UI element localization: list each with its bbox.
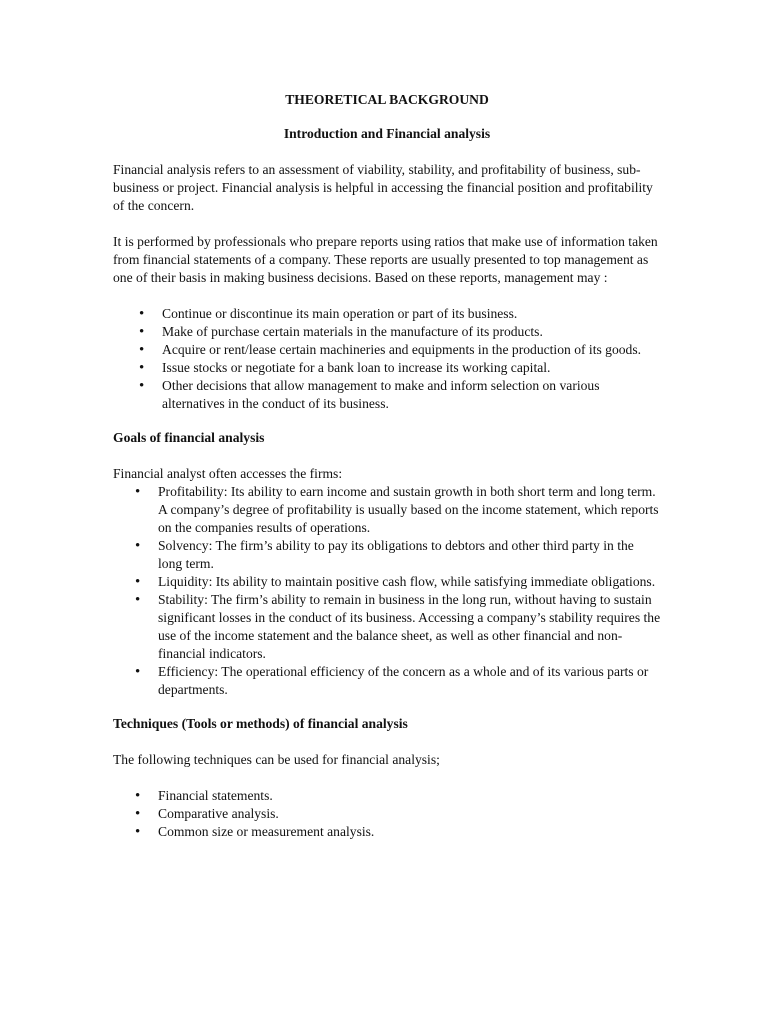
list-item: • Stability: The firm’s ability to remain in business in the long run, without having to sustain significant losses in the conduct of its business. Accessing a company’s stability requires the use of the income statement and the balance sheet, as well as other financial and non-financial indicators. [113,591,661,663]
list-item: • Liquidity: Its ability to maintain positive cash flow, while satisfying immediate obligations. [113,573,661,591]
section-heading-techniques: Techniques (Tools or methods) of financial analysis [113,716,408,731]
list-item: • Financial statements. [113,787,661,805]
section-heading-introduction: Introduction and Financial analysis [283,126,491,141]
list-item: • Solvency: The firm’s ability to pay its obligations to debtors and other third party in the long term. [113,537,661,573]
page-title: THEORETICAL BACKGROUND [285,92,489,107]
list-item: • Efficiency: The operational efficiency of the concern as a whole and of its various parts or departments. [113,663,661,699]
section-heading-goals: Goals of financial analysis [113,430,265,445]
techniques-list [113,787,661,841]
goals-intro: Financial analyst often accesses the firms: [113,466,343,481]
list-item: • Make of purchase certain materials in the manufacture of its products. [113,323,661,341]
list-item: • Issue stocks or negotiate for a bank loan to increase its working capital. [113,359,661,377]
list-item: • Profitability: Its ability to earn income and sustain growth in both short term and long term. A company’s degree of profitability is usually based on the income statement, which reports on the companies results of operations. [113,483,661,537]
list-item: • Acquire or rent/lease certain machineries and equipments in the production of its goods. [113,341,661,359]
list-item: • Continue or discontinue its main operation or part of its business. [113,305,661,323]
intro-paragraph-2: It is performed by professionals who prepare reports using ratios that make use of information taken from financial statements of a company. These reports are usually presented to top management as one of their basis in making business decisions. Based on these reports, management may : [113,234,658,285]
document-body [113,91,661,841]
techniques-intro: The following techniques can be used for financial analysis; [113,752,440,767]
intro-paragraph-1: Financial analysis refers to an assessment of viability, stability, and profitability of business, sub-business or project. Financial analysis is helpful in accessing the financial position and profitability of the concern. [113,162,653,213]
goals-list [113,483,661,699]
list-item: • Comparative analysis. [113,805,661,823]
list-item: • Other decisions that allow management to make and inform selection on various alternatives in the conduct of its business. [113,377,661,413]
management-actions-list [113,305,661,413]
list-item: • Common size or measurement analysis. [113,823,661,841]
